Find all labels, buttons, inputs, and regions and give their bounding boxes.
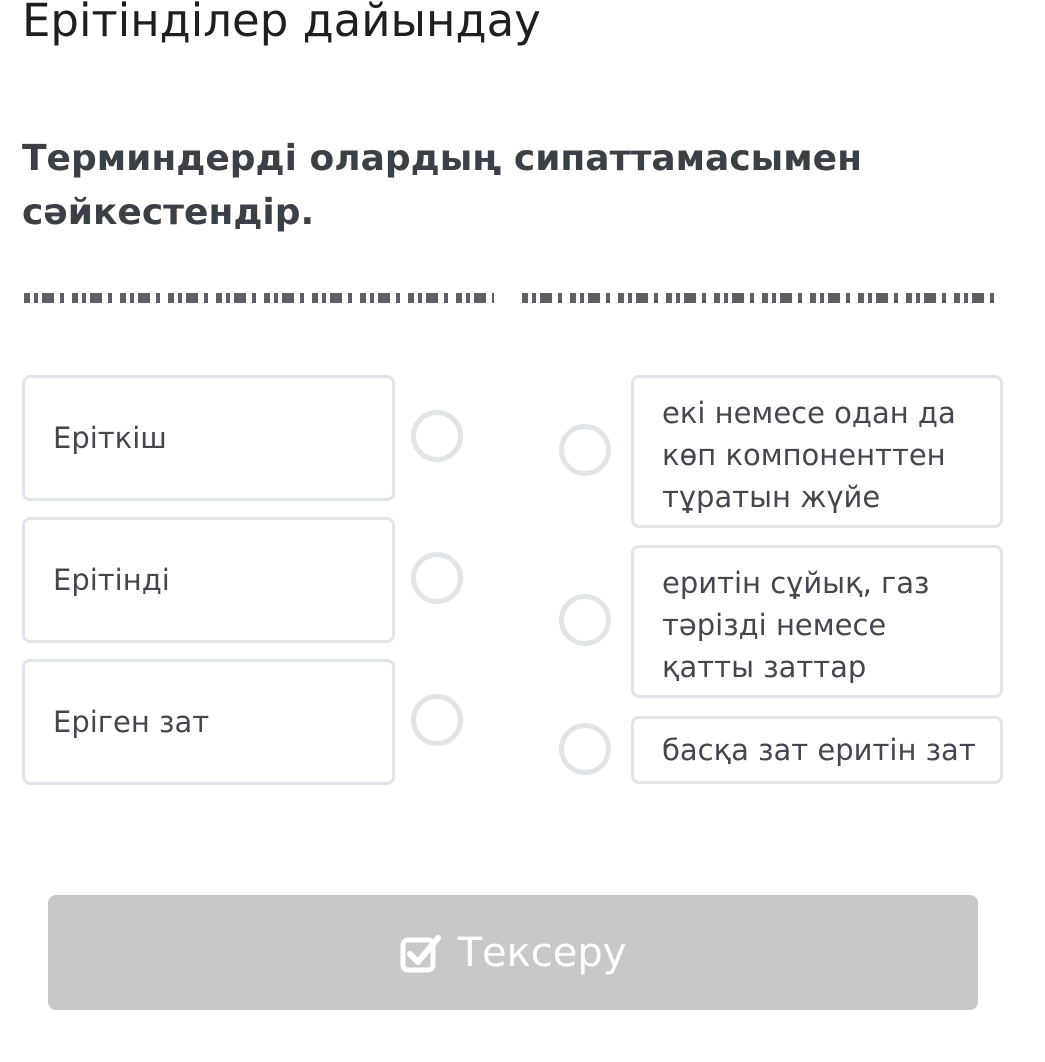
description-label: басқа зат еритін зат [662,733,976,767]
checkbox-check-icon [400,933,442,973]
check-button-label: Тексеру [457,929,627,976]
description-label: еритін сұйық, газ тәрізді немесе қатты заттар [662,566,930,684]
description-connector-dot[interactable] [559,424,611,476]
description-card[interactable] [631,375,1003,528]
description-card[interactable] [631,716,1003,784]
term-label: Ерітінді [53,563,170,597]
description-connector-dot[interactable] [559,723,611,775]
term-connector-dot[interactable] [411,410,463,462]
term-label: Еріткіш [53,421,167,455]
decorative-divider-right [522,293,1000,303]
term-connector-dot[interactable] [411,552,463,604]
term-label: Еріген зат [53,705,210,739]
decorative-divider-left [24,293,494,303]
check-button[interactable] [48,895,978,1010]
term-connector-dot[interactable] [411,694,463,746]
page-title: Ерітінділер дайындау [22,0,541,47]
term-card-solvent[interactable] [22,375,395,501]
term-card-solute[interactable] [22,659,395,785]
description-label: екі немесе одан да көп компоненттен тұратын жүйе [662,396,956,514]
description-connector-dot[interactable] [559,594,611,646]
task-instruction: Терминдерді олардың сипаттамасымен сәйкестендір. [22,138,862,233]
term-card-solution[interactable] [22,517,395,643]
description-card[interactable] [631,545,1003,698]
